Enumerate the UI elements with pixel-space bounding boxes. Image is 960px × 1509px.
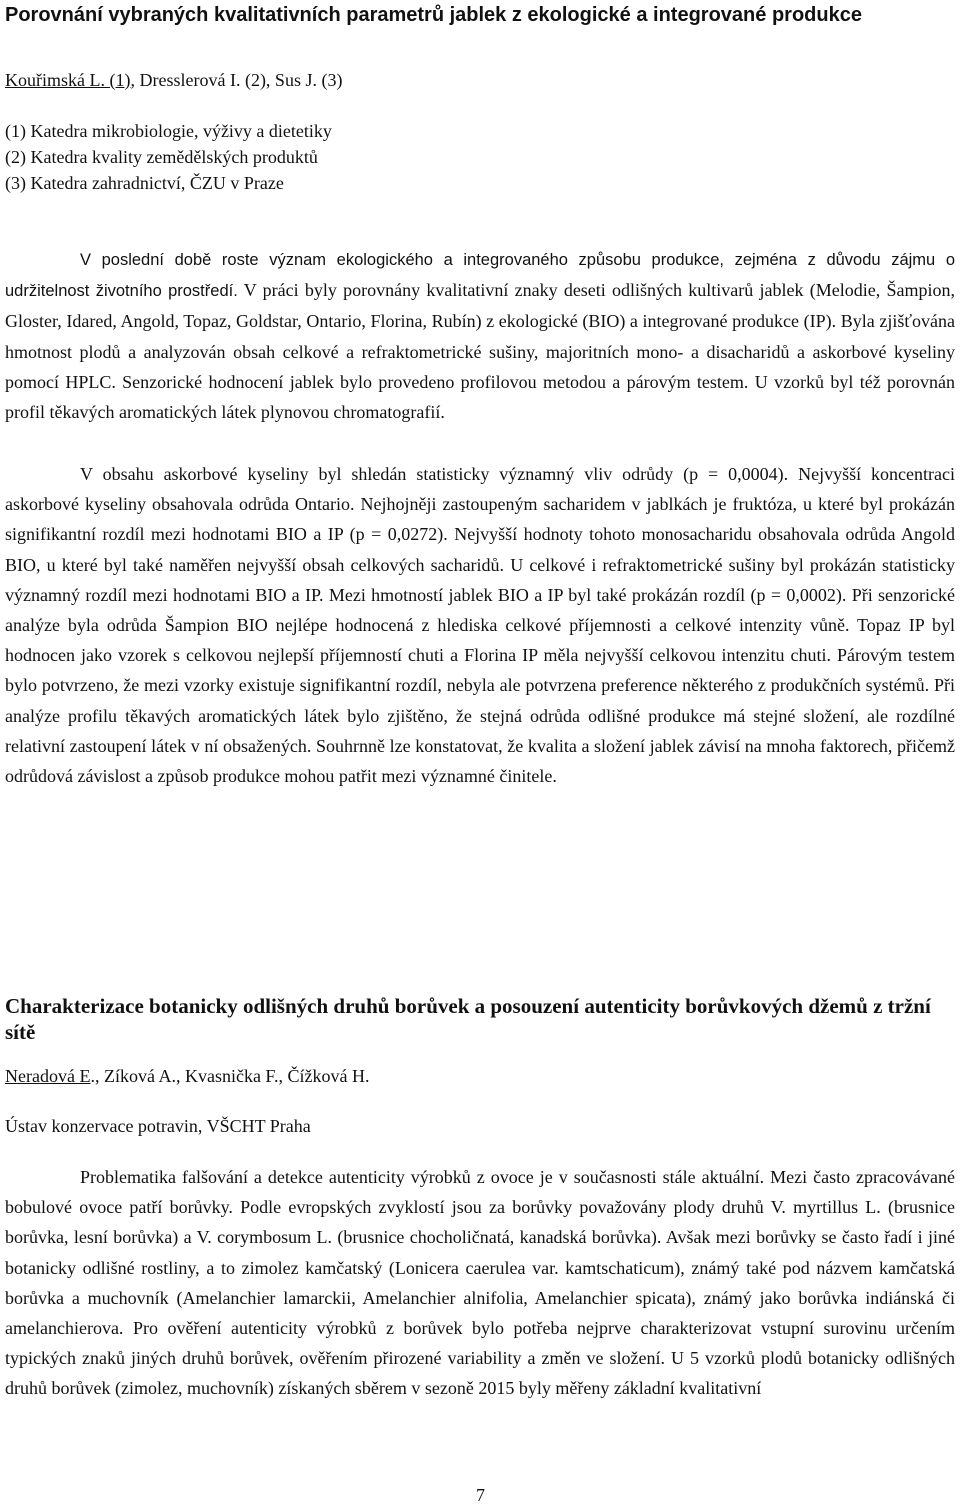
abstract-main: V práci byly porovnány kvalitativní znaky deseti odlišných kultivarů jablek (Melodie, Šampion, Gloster, Idared, Angold, Topaz, Goldstar, Ontario, Florina, Rubín) z ekologické (BIO) a integrované produkce (IP). Byla zjišťována hmotnost plodů a analyzován obsah celkové a refraktometrické sušiny, majoritních mono- a disacharidů a askorbové kyseliny pomocí HPLC. Senzorické hodnocení jablek bylo provedeno profilovou metodou a párovým testem. U vzorků byl též porovnán profil těkavých aromatických látek plynovou chromatografií. <box>5 280 955 423</box>
article1-abstract-p1 <box>5 244 955 427</box>
affiliation-line: (1) Katedra mikrobiologie, výživy a dietetiky <box>5 121 332 141</box>
presenting-author: Kouřimská L. (1) <box>5 70 131 90</box>
affiliation-line: (2) Katedra kvality zemědělských produktů <box>5 147 318 167</box>
page-number: 7 <box>476 1485 485 1505</box>
author-separator: , <box>130 70 140 90</box>
affiliation-line: Ústav konzervace potravin, VŠCHT Praha <box>5 1116 311 1136</box>
article1-abstract-p2: V obsahu askorbové kyseliny byl shledán statisticky významný vliv odrůdy (p = 0,0004). Nejvyšší koncentraci askorbové kyseliny obsahovala odrůda Ontario. Nejhojněji zastoupeným sacharidem v jablkách je fruktóza, u které byl prokázán signifikantní rozdíl mezi hodnotami BIO a IP (p = 0,0272). Nejvyšší hodnoty tohoto monosacharidu obsahovala odrůda Angold BIO, u které byl také naměřen nejvyšší obsah celkových sacharidů. U celkové i refraktometrické sušiny byl prokázán statisticky významný rozdíl mezi hodnotami BIO a IP. Mezi hmotností jablek BIO a IP byl také prokázán rozdíl (p = 0,0002). Při senzorické analýze byla odrůda Šampion BIO nejlépe hodnocená z hlediska celkové příjemnosti a celkové intenzity vůně. Topaz IP byl hodnocen jako vzorek s celkovou nejlepší příjemností chuti a Florina IP měla nejvyšší celkovou intenzitu chuti. Párovým testem bylo potvrzeno, že mezi vzorky existuje signifikantní rozdíl, nebyla ale potvrzena preference některého z produkčních systémů. Při analýze profilu těkavých aromatických látek bylo zjištěno, že stejná odrůda odlišné produkce má stejné složení, ale rozdílné relativní zastoupení látek v ní obsažených. Souhrnně lze konstatovat, že kvalita a složení jablek závisí na mnoha faktorech, přičemž odrůdová závislost a způsob produkce mohou patřit mezi významné činitele. <box>5 464 955 787</box>
article1-authors <box>5 69 342 91</box>
abstract-intro: V poslední době roste význam ekologického a integrovaného způsobu produkce, zejména z důvodu zájmu o udržitelnost životního prostředí. <box>5 251 955 301</box>
article1-affiliations <box>5 118 332 196</box>
co-authors: Dresslerová I. (2), Sus J. (3) <box>139 70 343 90</box>
article2-authors <box>5 1065 370 1087</box>
article1-title: Porovnání vybraných kvalitativních parametrů jablek z ekologické a integrované produkce <box>5 4 862 26</box>
article2-abstract: Problematika falšování a detekce autenticity výrobků z ovoce je v současnosti stále aktuální. Mezi často zpracovávané bobulové ovoce patří borůvky. Podle evropských zvyklostí jsou za borůvky považovány plody druhů V. myrtillus L. (brusnice borůvka, lesní borůvka) a V. corymbosum L. (brusnice chocholičnatá, kanadská borůvka). Avšak mezi borůvky se často řadí i jiné botanicky odlišné rostliny, a to zimolez kamčatský (Lonicera caerulea var. kamtschaticum), známý také pod názvem kamčatská borůvka a muchovník (Amelanchier lamarckii, Amelanchier alnifolia, Amelanchier spicata), známý jako borůvka indiánská či amelanchierova. Pro ověření autenticity výrobků z borůvek bylo potřeba nejprve charakterizovat vstupní surovinu určením typických znaků jiných druhů borůvek, ověřením přirozené variability a změn ve složení. U 5 vzorků plodů botanicky odlišných druhů borůvek (zimolez, muchovník) získaných sběrem v sezoně 2015 byly měřeny základní kvalitativní <box>5 1167 955 1399</box>
co-authors: ., Zíková A., Kvasnička F., Čížková H. <box>90 1066 370 1086</box>
article2-title: Charakterizace botanicky odlišných druhů borůvek a posouzení autenticity borůvkových džemů z tržní sítě <box>5 994 931 1044</box>
presenting-author: Neradová E <box>5 1066 91 1086</box>
affiliation-line: (3) Katedra zahradnictví, ČZU v Praze <box>5 173 284 193</box>
article2-affiliation <box>5 1113 311 1139</box>
